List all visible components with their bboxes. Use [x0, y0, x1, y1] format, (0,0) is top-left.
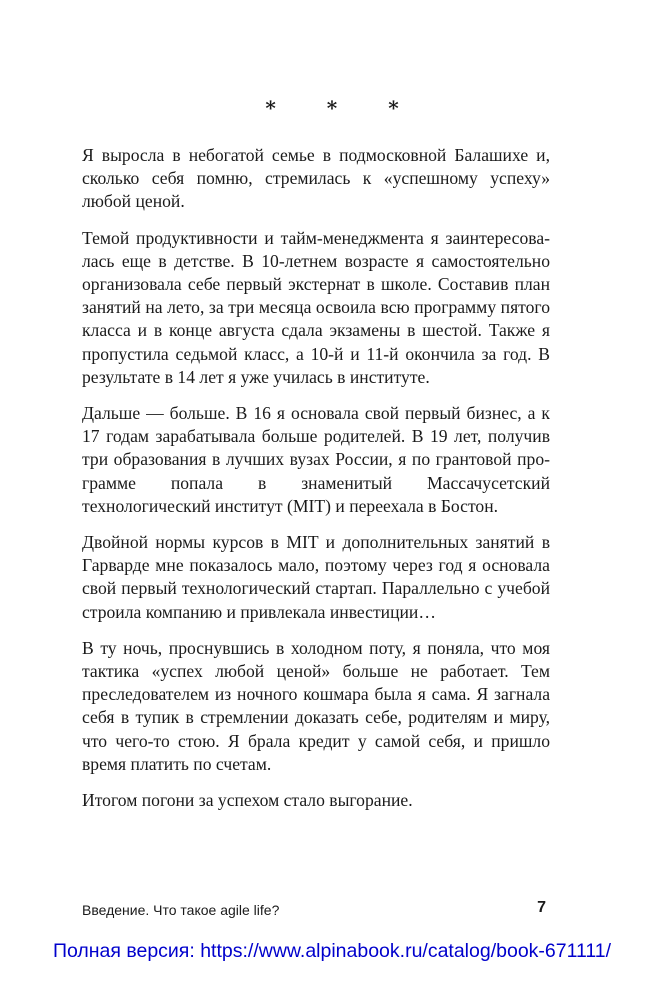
- page-number: 7: [537, 899, 546, 916]
- paragraph-1: Я выросла в небогатой семье в подмосковной Балашихе и, сколько себя помню, стремилась к «успешному успеху» любой ценой.: [82, 145, 550, 212]
- paragraph-3: Дальше — больше. В 16 я основала свой первый бизнес, а к 17 годам зарабатывала больше родителей. В 19 лет, получив три образования в лучших вузах России, я по грантовой программе попала в знаменитый Массачусетский технологический институт (MIT) и переехала в Бостон.: [82, 403, 550, 516]
- page-footer: [82, 899, 550, 921]
- running-title: Введение. Что такое agile life?: [82, 902, 280, 918]
- full-version-link[interactable]: Полная версия: https://www.alpinabook.ru/catalog/book-671111/: [52, 940, 612, 962]
- paragraph-5: В ту ночь, проснувшись в холодном поту, я поняла, что моя тактика «успех любой ценой» больше не работает. Тем преследователем из ночного кошмара была я сама. Я загнала себя в тупик в стремлении доказать себе, родителям и миру, что чего-то стою. Я брала кредит у самой себя, и пришло время платить по счетам.: [82, 637, 550, 774]
- section-separator: * * *: [265, 96, 421, 120]
- paragraph-4: Двойной нормы курсов в MIT и дополнительных занятий в Гарварде мне показалось мало, поэтому через год я основала свой первый технологический стартап. Параллельно с учебой строила компанию и привлекала инвестиции…: [82, 532, 550, 622]
- paragraph-6: Итогом погони за успехом стало выгорание.: [82, 790, 413, 811]
- body-text: [82, 144, 550, 825]
- paragraph-2: Темой продуктивности и тайм-менеджмента я заинтересовалась еще в детстве. В 10-летнем возрасте я самостоятельно организовала себе первый экстернат в школе. Составив план занятий на лето, за три месяца освоила всю программу пятого класса и в конце августа сдала экзамены в шестой. Также я пропустила седьмой класс, а 10-й и 11-й окончила за год. В результате в 14 лет я уже училась в институте.: [82, 227, 550, 387]
